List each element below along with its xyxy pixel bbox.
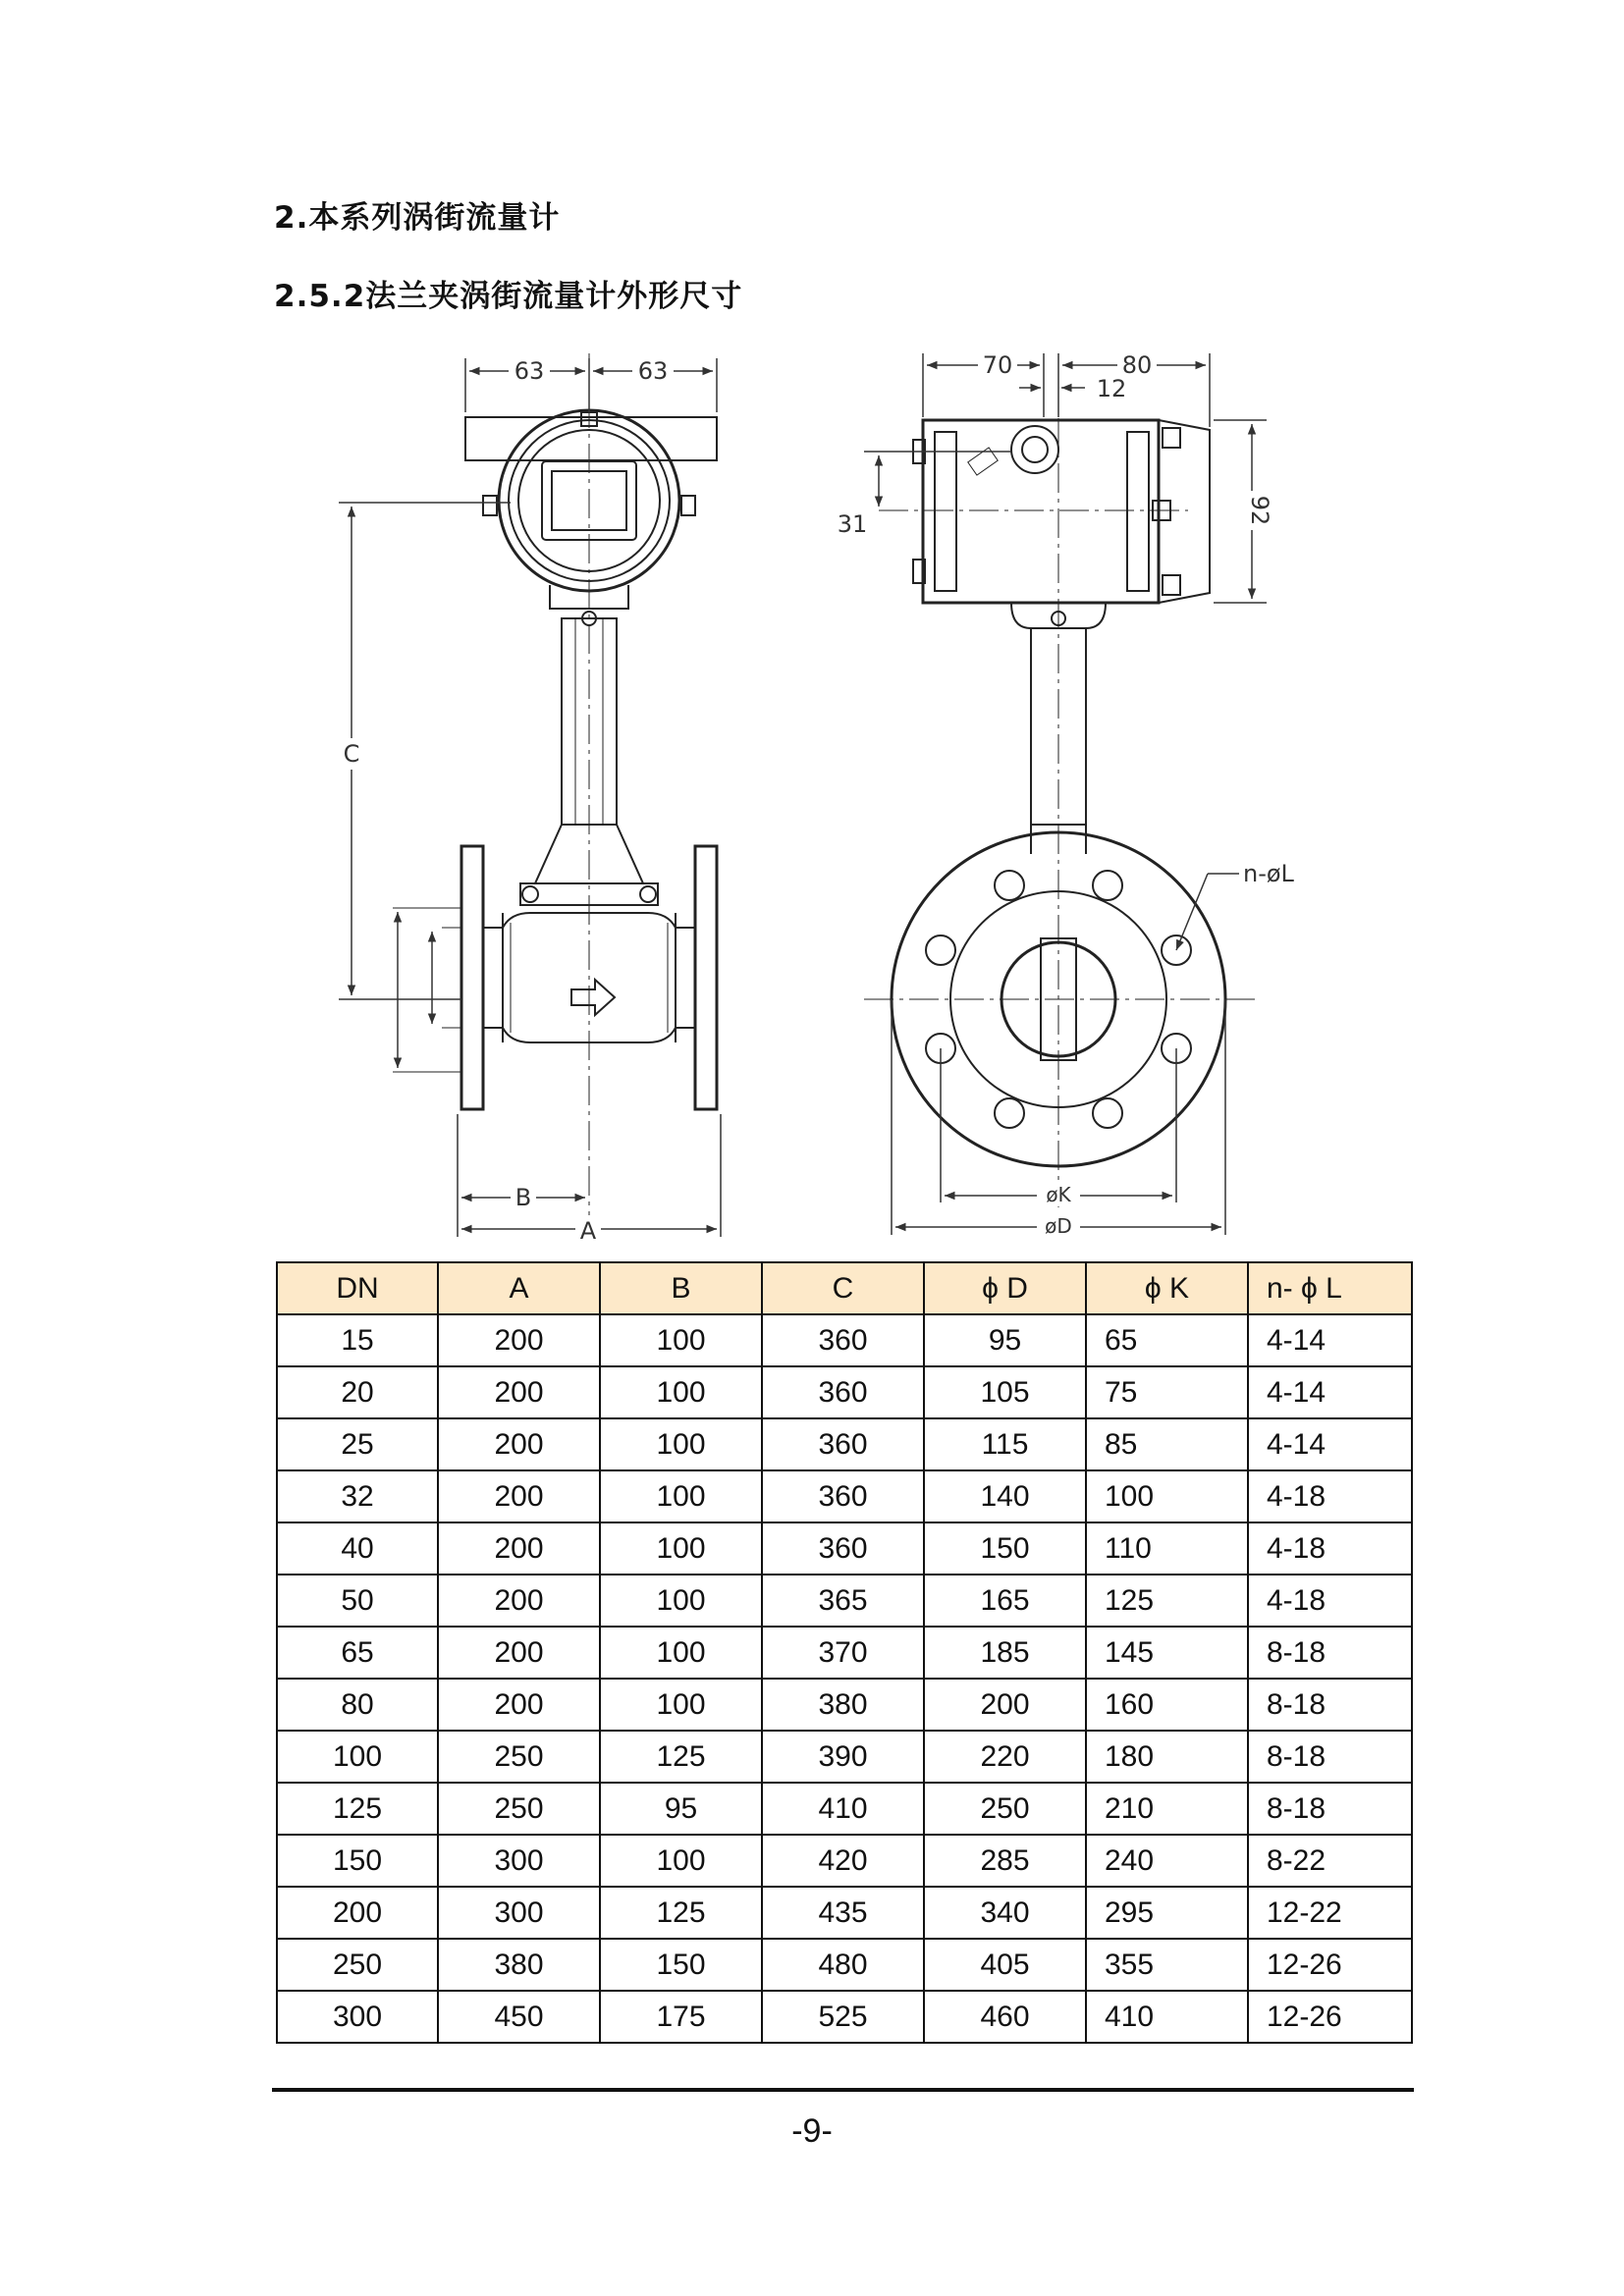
- table-cell: 12-26: [1248, 1991, 1412, 2043]
- table-cell: 380: [762, 1679, 924, 1731]
- table-cell: 100: [600, 1522, 762, 1575]
- table-cell: 165: [924, 1575, 1086, 1627]
- table-cell: 140: [924, 1470, 1086, 1522]
- table-cell: 360: [762, 1522, 924, 1575]
- header-dn: DN: [277, 1262, 438, 1314]
- table-cell: 40: [277, 1522, 438, 1575]
- table-cell: 12-22: [1248, 1887, 1412, 1939]
- table-cell: 365: [762, 1575, 924, 1627]
- table-cell: 95: [600, 1783, 762, 1835]
- table-cell: 145: [1086, 1627, 1248, 1679]
- table-cell: 200: [438, 1470, 600, 1522]
- table-cell: 8-18: [1248, 1731, 1412, 1783]
- table-cell: 300: [277, 1991, 438, 2043]
- section-heading: 2.本系列涡街流量计: [274, 200, 561, 236]
- table-cell: 450: [438, 1991, 600, 2043]
- table-row: [277, 1470, 1412, 1522]
- table-row: [277, 1679, 1412, 1731]
- table-cell: 185: [924, 1627, 1086, 1679]
- table-cell: 20: [277, 1366, 438, 1418]
- table-row: [277, 1314, 1412, 1366]
- table-cell: 285: [924, 1835, 1086, 1887]
- table-cell: 360: [762, 1418, 924, 1470]
- table-cell: 250: [438, 1783, 600, 1835]
- dim-92: 92: [1246, 495, 1273, 526]
- footer-rule: [272, 2088, 1414, 2092]
- table-cell: 125: [277, 1783, 438, 1835]
- table-cell: 8-18: [1248, 1679, 1412, 1731]
- table-cell: 250: [277, 1939, 438, 1991]
- table-cell: 420: [762, 1835, 924, 1887]
- table-cell: 100: [600, 1575, 762, 1627]
- table-cell: 75: [1086, 1366, 1248, 1418]
- table-cell: 250: [438, 1731, 600, 1783]
- dim-63-right: 63: [637, 357, 669, 385]
- table-cell: 100: [1086, 1470, 1248, 1522]
- table-cell: 50: [277, 1575, 438, 1627]
- table-cell: 180: [1086, 1731, 1248, 1783]
- table-cell: 115: [924, 1418, 1086, 1470]
- table-cell: 150: [924, 1522, 1086, 1575]
- table-cell: 100: [600, 1314, 762, 1366]
- table-cell: 200: [438, 1366, 600, 1418]
- table-header-row: [277, 1262, 1412, 1314]
- table-cell: 100: [600, 1679, 762, 1731]
- table-cell: 100: [600, 1835, 762, 1887]
- table-cell: 480: [762, 1939, 924, 1991]
- front-view-dimensions: [339, 358, 721, 1237]
- page-number: -9-: [791, 2112, 833, 2150]
- dim-n-l: n-øL: [1243, 860, 1294, 887]
- table-cell: 12-26: [1248, 1939, 1412, 1991]
- table-cell: 32: [277, 1470, 438, 1522]
- table-cell: 300: [438, 1835, 600, 1887]
- table-cell: 80: [277, 1679, 438, 1731]
- table-row: [277, 1991, 1412, 2043]
- table-cell: 220: [924, 1731, 1086, 1783]
- dim-63-left: 63: [514, 357, 545, 385]
- table-cell: 390: [762, 1731, 924, 1783]
- table-row: [277, 1835, 1412, 1887]
- table-cell: 4-18: [1248, 1470, 1412, 1522]
- table-cell: 200: [438, 1418, 600, 1470]
- table-cell: 200: [438, 1627, 600, 1679]
- table-row: [277, 1418, 1412, 1470]
- table-cell: 4-18: [1248, 1575, 1412, 1627]
- dim-a: A: [579, 1217, 597, 1245]
- subsection-heading: 2.5.2法兰夹涡街流量计外形尺寸: [274, 279, 743, 314]
- dim-70: 70: [982, 351, 1013, 379]
- table-row: [277, 1939, 1412, 1991]
- header-k: ϕ K: [1086, 1262, 1248, 1314]
- table-cell: 65: [1086, 1314, 1248, 1366]
- table-cell: 360: [762, 1314, 924, 1366]
- table-cell: 150: [600, 1939, 762, 1991]
- table-cell: 150: [277, 1835, 438, 1887]
- table-cell: 340: [924, 1887, 1086, 1939]
- table-cell: 100: [600, 1470, 762, 1522]
- table-cell: 360: [762, 1470, 924, 1522]
- table-cell: 4-14: [1248, 1418, 1412, 1470]
- header-nl: n- ϕ L: [1248, 1262, 1412, 1314]
- table-cell: 380: [438, 1939, 600, 1991]
- table-cell: 200: [924, 1679, 1086, 1731]
- table-cell: 4-14: [1248, 1366, 1412, 1418]
- dim-b: B: [514, 1184, 532, 1211]
- table-row: [277, 1366, 1412, 1418]
- table-cell: 200: [438, 1679, 600, 1731]
- table-cell: 15: [277, 1314, 438, 1366]
- table-cell: 4-18: [1248, 1522, 1412, 1575]
- dim-12: 12: [1096, 375, 1127, 402]
- table-cell: 160: [1086, 1679, 1248, 1731]
- dim-31: 31: [837, 510, 868, 538]
- table-cell: 25: [277, 1418, 438, 1470]
- table-cell: 65: [277, 1627, 438, 1679]
- table-cell: 360: [762, 1366, 924, 1418]
- table-cell: 410: [762, 1783, 924, 1835]
- table-cell: 105: [924, 1366, 1086, 1418]
- table-cell: 300: [438, 1887, 600, 1939]
- table-cell: 200: [438, 1575, 600, 1627]
- table-cell: 200: [438, 1522, 600, 1575]
- table-cell: 100: [600, 1366, 762, 1418]
- table-cell: 8-22: [1248, 1835, 1412, 1887]
- table-cell: 240: [1086, 1835, 1248, 1887]
- header-c: C: [762, 1262, 924, 1314]
- header-a: A: [438, 1262, 600, 1314]
- table-cell: 125: [1086, 1575, 1248, 1627]
- side-view: [864, 373, 1257, 1207]
- table-row: [277, 1783, 1412, 1835]
- dim-c: C: [343, 740, 360, 768]
- dim-d: øD: [1045, 1214, 1072, 1238]
- table-cell: 110: [1086, 1522, 1248, 1575]
- table-cell: 525: [762, 1991, 924, 2043]
- dim-80: 80: [1121, 351, 1153, 379]
- table-cell: 250: [924, 1783, 1086, 1835]
- table-cell: 175: [600, 1991, 762, 2043]
- table-cell: 370: [762, 1627, 924, 1679]
- table-row: [277, 1731, 1412, 1783]
- table-cell: 460: [924, 1991, 1086, 2043]
- table-cell: 8-18: [1248, 1627, 1412, 1679]
- front-view: [393, 353, 717, 1217]
- table-cell: 295: [1086, 1887, 1248, 1939]
- dimension-table: [276, 1261, 1413, 2044]
- table-cell: 435: [762, 1887, 924, 1939]
- table-cell: 100: [600, 1627, 762, 1679]
- table-cell: 85: [1086, 1418, 1248, 1470]
- table-cell: 125: [600, 1887, 762, 1939]
- table-cell: 200: [438, 1314, 600, 1366]
- table-cell: 410: [1086, 1991, 1248, 2043]
- table-cell: 210: [1086, 1783, 1248, 1835]
- table-row: [277, 1627, 1412, 1679]
- table-row: [277, 1522, 1412, 1575]
- dim-k: øK: [1046, 1183, 1071, 1206]
- table-cell: 405: [924, 1939, 1086, 1991]
- table-cell: 4-14: [1248, 1314, 1412, 1366]
- header-b: B: [600, 1262, 762, 1314]
- table-row: [277, 1575, 1412, 1627]
- table-cell: 200: [277, 1887, 438, 1939]
- table-row: [277, 1887, 1412, 1939]
- table-cell: 95: [924, 1314, 1086, 1366]
- table-cell: 100: [277, 1731, 438, 1783]
- header-d: ϕ D: [924, 1262, 1086, 1314]
- table-cell: 100: [600, 1418, 762, 1470]
- table-cell: 8-18: [1248, 1783, 1412, 1835]
- table-cell: 355: [1086, 1939, 1248, 1991]
- table-cell: 125: [600, 1731, 762, 1783]
